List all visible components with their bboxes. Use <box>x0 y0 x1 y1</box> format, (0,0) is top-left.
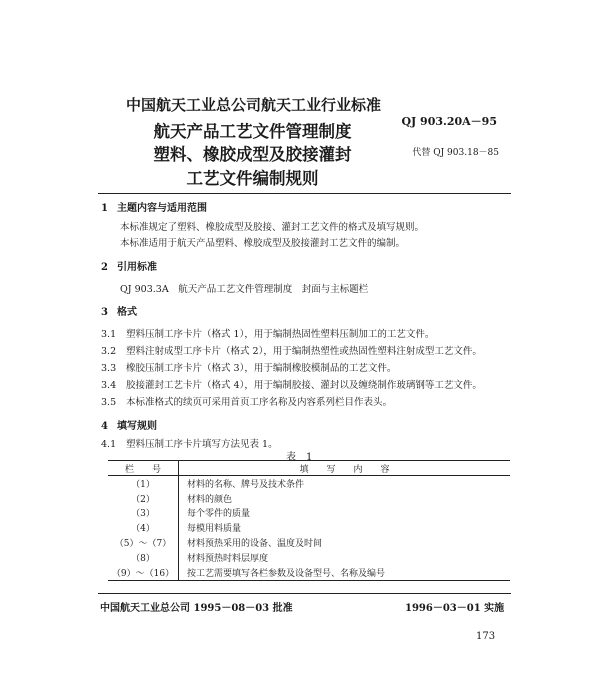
column-number-cell: （9）～（16） <box>108 565 179 580</box>
footer-divider <box>98 593 511 594</box>
column-number-cell: （1） <box>108 476 179 491</box>
column-number-cell: （8） <box>108 550 179 565</box>
table-row <box>108 550 510 565</box>
clause-3-1 <box>101 326 434 340</box>
section-title: 引用标准 <box>117 262 157 273</box>
issuing-organization: 中国航天工业总公司航天工业行业标准 <box>126 96 382 114</box>
clause-number: 3.4 <box>101 380 117 391</box>
content-cell: 材料预热采用的设备、温度及时间 <box>187 539 323 550</box>
table-row <box>108 491 510 506</box>
table-row <box>108 565 510 580</box>
column-number-cell: （3） <box>108 506 179 521</box>
content-cell: 材料的名称、牌号及技术条件 <box>187 479 305 490</box>
clause-3-2 <box>101 343 482 357</box>
page-number: 173 <box>476 631 496 642</box>
content-cell: 材料预热时料层厚度 <box>187 553 269 564</box>
table-row <box>108 506 510 521</box>
column-header: 栏 号 <box>108 461 179 476</box>
clause-text: 塑料注射成型工序卡片（格式 2），用于编制热塑性或热固性塑料注射成型工艺文件。 <box>126 346 482 357</box>
approval-date: 中国航天工业总公司 1995－08－03 批准 <box>100 603 293 614</box>
clause-3-3 <box>101 360 396 374</box>
clause-text: 本标准格式的续页可采用首页工序名称及内容系列栏目作表头。 <box>126 397 393 408</box>
clause-text: 胶接灌封工艺卡片（格式 4），用于编制胶接、灌封以及缠绕制作玻璃钢等工艺文件。 <box>126 380 482 391</box>
content-cell: 每模用料质量 <box>187 524 242 535</box>
table-row <box>108 535 510 550</box>
section-title: 填写规则 <box>117 421 157 432</box>
section-3-heading <box>101 303 137 318</box>
section-1-paragraph-1: 本标准规定了塑料、橡胶成型及胶接、灌封工艺文件的格式及填写规则。 <box>120 222 425 233</box>
header-divider <box>98 193 511 194</box>
content-cell: 每个零件的质量 <box>187 509 251 520</box>
table-row <box>108 520 510 535</box>
clause-number: 3.5 <box>101 397 117 408</box>
section-1-heading <box>101 199 207 214</box>
table-1 <box>108 460 510 581</box>
clause-number: 3.3 <box>101 363 117 374</box>
reference-name: 航天产品工艺文件管理制度 封面与主标题栏 <box>178 284 369 295</box>
clause-4-1 <box>101 436 278 450</box>
clause-3-5 <box>101 394 392 408</box>
title-line-1: 航天产品工艺文件管理制度 <box>153 122 352 141</box>
clause-number: 4.1 <box>101 439 117 450</box>
section-number: 1 <box>101 203 108 214</box>
column-number-cell: （4） <box>108 520 179 535</box>
content-cell: 按工艺需要填写各栏参数及设备型号、名称及编号 <box>179 565 511 580</box>
clause-text: 塑料压制工序卡片（格式 1），用于编制热固性塑料压制加工的工艺文件。 <box>126 329 435 340</box>
section-number: 3 <box>101 307 108 318</box>
clause-text: 塑料压制工序卡片填写方法见表 1。 <box>126 439 278 450</box>
section-number: 2 <box>101 262 108 273</box>
section-1-paragraph-2: 本标准适用于航天产品塑料、橡胶成型及胶接灌封工艺文件的编制。 <box>120 238 406 249</box>
section-4-heading <box>101 417 157 432</box>
column-header: 填 写 内 容 <box>179 461 511 476</box>
title-line-2: 塑料、橡胶成型及胶接灌封 <box>153 145 352 164</box>
table-row <box>108 476 510 491</box>
clause-number: 3.1 <box>101 329 117 340</box>
section-number: 4 <box>101 421 108 432</box>
clause-number: 3.2 <box>101 346 117 357</box>
standard-number: QJ 903.20A－95 <box>401 115 497 128</box>
replaces-standard: 代替 QJ 903.18－85 <box>412 148 499 158</box>
clause-text: 橡胶压制工序卡片（格式 3），用于编制橡胶模制品的工艺文件。 <box>126 363 397 374</box>
reference-item <box>120 281 368 295</box>
title-line-3: 工艺文件编制规则 <box>186 169 319 188</box>
section-title: 格式 <box>117 307 137 318</box>
reference-code: QJ 903.3A <box>120 284 169 295</box>
clause-3-4 <box>101 377 482 391</box>
section-title: 主题内容与适用范围 <box>117 203 207 214</box>
column-number-cell: （2） <box>108 491 179 506</box>
table-header-row <box>108 461 510 476</box>
section-2-heading <box>101 258 157 273</box>
table-caption: 表 1 <box>286 452 313 463</box>
effective-date: 1996－03－01 实施 <box>405 603 505 614</box>
content-cell: 材料的颜色 <box>187 494 233 505</box>
column-number-cell: （5）～（7） <box>108 535 179 550</box>
